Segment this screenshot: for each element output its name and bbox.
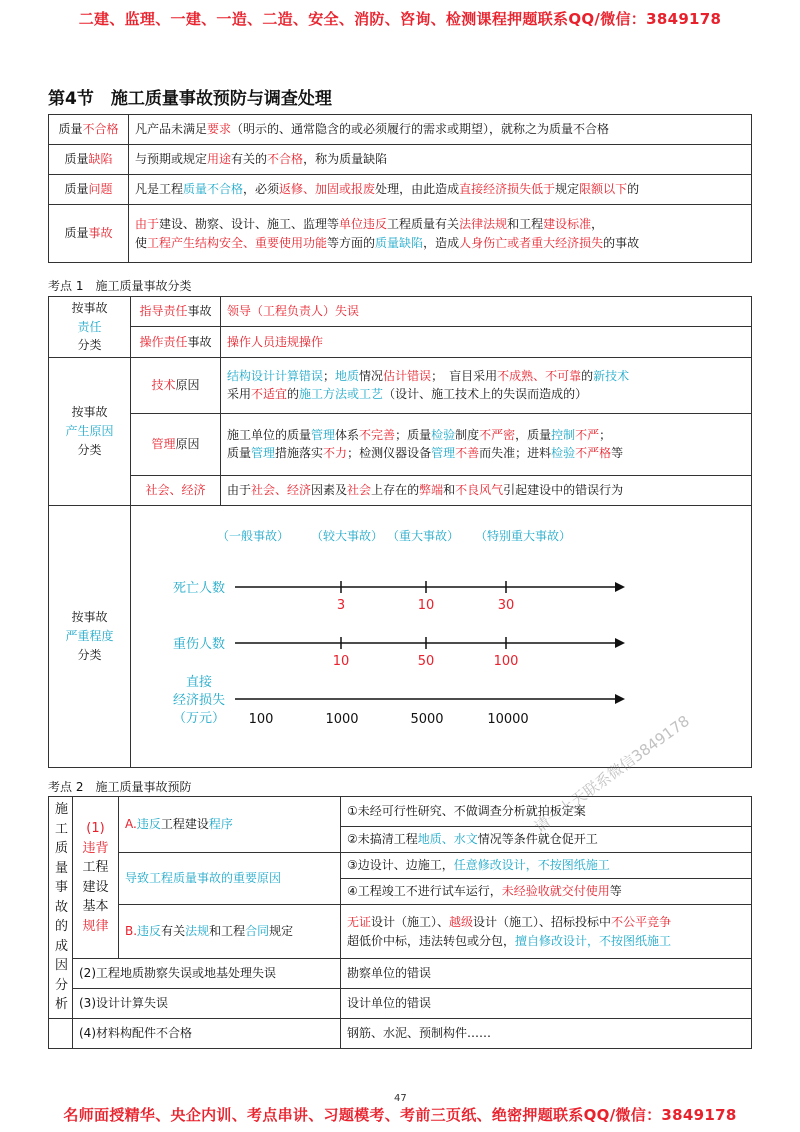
- text-run: 设计（施工）、: [371, 914, 450, 929]
- responsibility-desc: 领导（工程负责人）失误: [221, 297, 752, 327]
- definition-term: [49, 175, 129, 205]
- responsibility-label: [131, 327, 221, 357]
- severity-level-label: （较大事故）: [311, 529, 384, 544]
- definition-row: [49, 175, 752, 205]
- text-run: 措施落实: [275, 446, 324, 461]
- text-run: 设计（施工）、招标投标中: [473, 914, 612, 929]
- text-run: 单位违反: [339, 216, 388, 231]
- text-run: ②未搞清工程: [347, 832, 418, 847]
- text-run: 不严格: [575, 446, 612, 461]
- tick-label: 1000: [325, 712, 359, 728]
- tick-label: 50: [417, 654, 435, 670]
- axis-arrow: [615, 582, 625, 592]
- label-part-highlight: 原因: [175, 436, 200, 451]
- axis-label: （万元）: [172, 711, 226, 727]
- text-run: 新技术: [593, 368, 630, 383]
- text-run: 建设标准: [543, 216, 592, 231]
- text-run: ；: [323, 368, 336, 383]
- cause-row-left: (4)材料构配件不合格: [73, 1019, 341, 1049]
- cause-row-right: 勘察单位的错误: [341, 959, 752, 989]
- label-part: 管理: [151, 436, 176, 451]
- text-run: 返修、加固或报废: [279, 182, 376, 197]
- item-a-note: 导致工程质量事故的重要原因: [119, 853, 341, 905]
- label-part-highlight: 原因: [175, 377, 200, 392]
- item-a-label: [119, 797, 341, 853]
- text-run: 超低价中标，违法转包或分包，: [347, 933, 516, 948]
- axis-arrow: [615, 638, 625, 648]
- text-run: 因素及: [311, 482, 348, 497]
- text-run: ，称为质量缺陷: [303, 152, 388, 167]
- text-run: 任意修改设计，不按图纸施工: [453, 858, 610, 873]
- watermark: 请一上天联系微信3849178: [531, 711, 693, 837]
- text-run: 制度: [455, 427, 480, 442]
- text-run: 合同: [245, 924, 270, 939]
- text-run: （设计、施工技术上的失误而造成的）: [383, 387, 588, 402]
- text-run: 的: [581, 368, 594, 383]
- text-run: 不完善: [359, 427, 396, 442]
- label-line: 按事故: [71, 301, 108, 315]
- label-line: 施: [55, 802, 69, 818]
- label-line: 按事故: [71, 610, 108, 625]
- label-part-highlight: 不合格: [82, 122, 119, 137]
- label-part-highlight: 问题: [88, 182, 113, 197]
- definition-text: [129, 115, 752, 145]
- responsibility-category: [49, 297, 131, 358]
- text-run: 凡产品未满足: [135, 122, 208, 137]
- text-run: 不严密: [479, 427, 516, 442]
- text-run: 社会、经济: [251, 482, 312, 497]
- text-run: 引起建设中的错误行为: [503, 482, 624, 497]
- text-run: 的: [287, 387, 300, 402]
- text-run: 工程质量有关: [387, 216, 460, 231]
- label-line: 违背: [82, 840, 109, 856]
- label-line: 按事故: [71, 405, 108, 420]
- mgmt-cause-desc: [221, 413, 752, 475]
- text-run: 上存在的: [371, 482, 420, 497]
- label-part-highlight: 事故: [187, 334, 212, 349]
- item-b-desc: [341, 905, 752, 959]
- text-run: ③边设计、边施工，: [347, 858, 454, 873]
- axis-arrow: [615, 694, 625, 704]
- mgmt-cause-label: [131, 413, 221, 475]
- definition-table: [48, 114, 752, 263]
- kaodian-2-heading: 考点 2 施工质量事故预防: [48, 780, 192, 794]
- text-run: 不良风气: [455, 482, 504, 497]
- text-run: 情况等条件就仓促开工: [477, 832, 598, 847]
- text-run: 质量: [227, 446, 252, 461]
- text-run: ，质量: [515, 427, 552, 442]
- text-run: 限额以下: [579, 182, 628, 197]
- bottom-banner: 名师面授精华、央企内训、考点串讲、习题模考、考前三页纸、绝密押题联系QQ/微信：3849178: [63, 1106, 737, 1124]
- text-run: 要求: [207, 122, 232, 137]
- kaodian-1-heading: 考点 1 施工质量事故分类: [48, 279, 192, 293]
- section-title: 第4节 施工质量事故预防与调查处理: [48, 89, 332, 109]
- tech-cause-desc: [221, 357, 752, 413]
- text-run: B.: [125, 924, 138, 939]
- text-run: A.: [125, 817, 137, 832]
- social-cause-label: 社会、经济: [131, 475, 221, 505]
- top-banner: 二建、监理、一建、一造、二造、安全、消防、咨询、检测课程押题联系QQ/微信：3849178: [78, 10, 722, 28]
- label-line: 故: [55, 899, 69, 915]
- item-a-point: [341, 879, 752, 905]
- text-run: 弊端: [419, 482, 444, 497]
- text-run: 法律法规: [459, 216, 508, 231]
- text-run: 质量不合格: [183, 182, 244, 197]
- axis-label: 经济损失: [172, 693, 226, 709]
- text-run: 不力: [323, 446, 348, 461]
- text-run: ；检测仪器设备: [347, 446, 432, 461]
- text-run: ；质量: [395, 427, 432, 442]
- text-run: 质量缺陷: [375, 235, 424, 250]
- label-line: 工程: [82, 860, 109, 875]
- label-line: 产生原因: [65, 423, 114, 438]
- label-part: 质量: [64, 182, 89, 197]
- tick-label: 30: [497, 598, 515, 614]
- label-line: (1): [86, 821, 105, 836]
- page-number: 47: [394, 1093, 407, 1104]
- label-line: 规律: [82, 918, 109, 934]
- text-run: ，必须: [243, 182, 280, 197]
- text-run: 由于: [135, 216, 160, 231]
- label-part: 质量: [64, 226, 89, 241]
- text-run: 有关: [161, 924, 186, 939]
- label-line: 责任: [77, 319, 102, 334]
- cause-row-left: (2)工程地质勘察失误或地基处理失误: [73, 959, 341, 989]
- item-b-label: [119, 905, 341, 959]
- text-run: 管理: [431, 446, 456, 461]
- definition-text: [129, 175, 752, 205]
- text-run: 由于: [227, 482, 252, 497]
- text-run: 和工程: [507, 216, 544, 231]
- label-line: 严重程度: [65, 628, 114, 643]
- label-line: 基本: [82, 899, 109, 914]
- label-part-highlight: 事故: [88, 226, 113, 241]
- responsibility-desc: 操作人员违规操作: [221, 327, 752, 357]
- tick-label: 100: [248, 712, 274, 728]
- text-run: 法规: [185, 924, 210, 939]
- text-run: 不适宜: [251, 387, 288, 402]
- text-run: 不合格: [267, 152, 304, 167]
- text-run: 规定: [555, 182, 580, 197]
- text-run: 不善: [455, 446, 480, 461]
- label-line: 分: [55, 977, 69, 993]
- label-part-highlight: 事故: [187, 304, 212, 319]
- text-run: ，造成: [423, 235, 460, 250]
- label-line: 分类: [77, 442, 102, 457]
- violation-basic-law-label: [73, 797, 119, 959]
- axis-label: 重伤人数: [172, 637, 226, 653]
- text-run: 有关的: [231, 152, 268, 167]
- text-run: 的: [627, 182, 640, 197]
- text-run: 处理，由此造成: [375, 182, 460, 197]
- label-line: 析: [55, 997, 69, 1013]
- label-line: 建设: [82, 879, 109, 895]
- text-run: 擅自修改设计，不按图纸施工: [515, 933, 672, 948]
- text-run: 直接经济损失低于: [459, 182, 556, 197]
- label-line: 分类: [77, 647, 102, 662]
- cause-analysis-side-label: [49, 797, 73, 1019]
- text-run: 和: [443, 482, 456, 497]
- text-run: 结构设计计算错误: [227, 368, 324, 383]
- cause-row-left: (3)设计计算失误: [73, 989, 341, 1019]
- text-run: ④工程竣工不进行试车运行，: [347, 884, 502, 899]
- text-run: 规定: [269, 924, 294, 939]
- definition-row: [49, 145, 752, 175]
- text-run: 检验: [551, 446, 576, 461]
- tick-label: 10000: [487, 712, 529, 728]
- tick-label: 100: [493, 654, 519, 670]
- tech-cause-label: [131, 357, 221, 413]
- severity-category: [49, 505, 131, 767]
- text-run: 未经验收就交付使用: [501, 884, 610, 899]
- text-run: 管理: [311, 427, 336, 442]
- prevention-table: [48, 796, 752, 1049]
- axis-label: 死亡人数: [172, 581, 226, 597]
- severity-level-label: （重大事故）: [387, 529, 460, 544]
- text-run: 等方面的: [327, 235, 376, 250]
- text-run: 与预期或规定: [135, 152, 208, 167]
- responsibility-label: [131, 297, 221, 327]
- label-part: 指导责任: [139, 304, 188, 319]
- tick-label: 3: [336, 598, 346, 614]
- label-part-highlight: 缺陷: [88, 152, 113, 167]
- label-part: 质量: [58, 122, 83, 137]
- cause-row-right: 设计单位的错误: [341, 989, 752, 1019]
- text-run: 不成熟、不可靠: [497, 368, 582, 383]
- text-run: ；: [599, 427, 612, 442]
- tick-label: 10: [332, 654, 350, 670]
- text-run: 用途: [207, 152, 232, 167]
- tick-label: 5000: [410, 712, 444, 728]
- label-line: 质: [55, 841, 69, 857]
- label-line: 分类: [77, 338, 102, 353]
- label-line: 成: [55, 938, 69, 954]
- definition-row: [49, 205, 752, 263]
- text-run: 无证: [347, 914, 372, 929]
- text-run: 估计错误: [383, 368, 432, 383]
- text-run: 而失准；进料: [479, 446, 552, 461]
- text-run: 违反: [136, 817, 161, 832]
- text-run: 等: [609, 884, 622, 899]
- label-line: 量: [55, 860, 69, 876]
- text-run: 不公平竞争: [611, 914, 672, 929]
- text-run: 工程建设: [160, 817, 209, 832]
- definition-row: [49, 115, 752, 145]
- text-run: 情况: [359, 368, 384, 383]
- text-run: 等: [611, 446, 624, 461]
- severity-level-label: （一般事故）: [217, 529, 290, 544]
- text-run: 和工程: [209, 924, 246, 939]
- text-run: 管理: [251, 446, 276, 461]
- text-run: 使: [135, 235, 148, 250]
- item-a-point: [341, 853, 752, 879]
- text-run: 施工方法或工艺: [299, 387, 384, 402]
- cause-category: [49, 357, 131, 505]
- severity-level-label: （特别重大事故）: [475, 529, 572, 544]
- social-cause-desc: [221, 475, 752, 505]
- text-run: 检验: [431, 427, 456, 442]
- text-run: 建设、勘察、设计、施工、监理等: [159, 216, 340, 231]
- label-part: 质量: [64, 152, 89, 167]
- text-run: 凡是工程: [135, 182, 184, 197]
- tick-label: 10: [417, 598, 435, 614]
- text-run: 地质: [335, 368, 360, 383]
- label-part: 技术: [151, 377, 176, 392]
- text-run: ； 盲目采用: [431, 368, 498, 383]
- classification-table: [48, 296, 752, 768]
- text-run: 施工单位的质量: [227, 427, 312, 442]
- label-line: 工: [55, 821, 69, 837]
- text-run: ，: [591, 216, 604, 231]
- text-run: ①未经可行性研究、不做调查分析就拍板定案: [347, 804, 586, 819]
- text-run: 越级: [449, 914, 474, 929]
- label-part: 操作责任: [139, 334, 188, 349]
- definition-text: [129, 145, 752, 175]
- text-run: 体系: [335, 427, 360, 442]
- text-run: 人身伤亡或者重大经济损失: [459, 235, 604, 250]
- text-run: 地质、水文: [417, 832, 478, 847]
- label-line: 的: [55, 919, 69, 935]
- definition-term: [49, 145, 129, 175]
- text-run: 控制: [551, 427, 576, 442]
- text-run: 违反: [137, 924, 162, 939]
- text-run: （明示的、通常隐含的或必须履行的需求或期望），就称之为质量不合格: [231, 122, 610, 137]
- text-run: 社会: [347, 482, 372, 497]
- text-run: 采用: [227, 387, 252, 402]
- text-run: 工程产生结构安全、重要使用功能: [147, 235, 328, 250]
- cause-row-right: 钢筋、水泥、预制构件……: [341, 1019, 752, 1049]
- definition-text: [129, 205, 752, 263]
- axis-label: 直接: [185, 675, 213, 691]
- label-line: 因: [55, 958, 69, 974]
- definition-term: [49, 205, 129, 263]
- label-line: 事: [55, 880, 69, 896]
- text-run: 不严: [575, 427, 600, 442]
- text-run: 的事故: [603, 235, 640, 250]
- text-run: 程序: [208, 817, 233, 832]
- definition-term: [49, 115, 129, 145]
